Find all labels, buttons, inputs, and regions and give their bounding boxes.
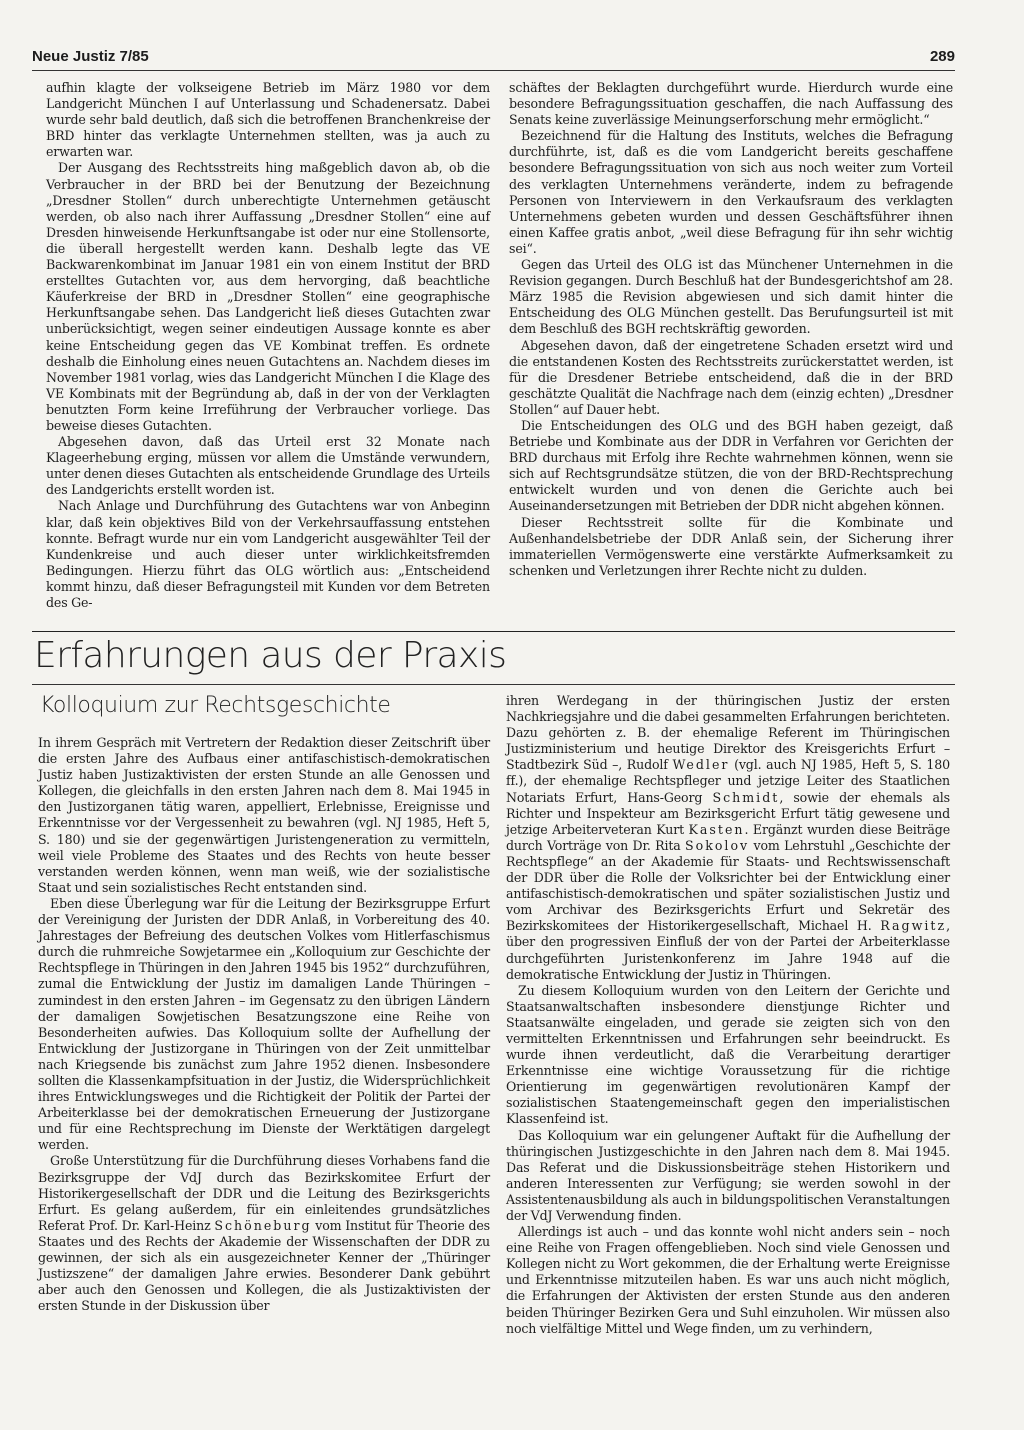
person-name: Ragwitz [880,918,947,934]
paragraph: Der Ausgang des Rechtsstreits hing maßgeblich davon ab, ob die Verbraucher in der BRD bei der Benutzung der Bezeichnung „Dresdner Stollen“ durch unberechtigte Unternehmen getäuscht werden, ob also nach ihrer Auffassung „Dresdner Stollen“ eine auf Dresden hinweisende Herkunftsangabe ist oder nur eine Stollensorte, die überall hergestellt werden kann. Deshalb legte das VE Backwarenkombinat im Januar 1981 ein von einem Institut der BRD erstelltes Gutachten vor, aus dem hervorging, daß beachtliche Käuferkreise der BRD in „Dresdner Stollen“ eine geographische Herkunftsangabe sehen. Das Landgericht ließ dieses Gutachten zwar unberücksichtigt, wegen seiner eindeutigen Aussage konnte es aber keine Entscheidung gegen das VE Kombinat treffen. Es ordnete deshalb die Einholung eines neuen Gutachtens an. Nachdem dieses im November 1981 vorlag, wies das Landgericht München I die Klage des VE Kombinats mit der Begründung ab, daß in der von der Verklagten benutzten Form keine Irreführung der Verbraucher vorliege. Das beweise dieses Gutachten. [46,160,490,433]
paragraph: Das Kolloquium war ein gelungener Auftakt für die Aufhellung der thüringischen Justizgeschichte in den Jahren nach dem 8. Mai 1945. Das Referat und die Diskussionsbeiträge stehen Historikern und anderen Interessenten zur Verfügung; sie werden sowohl in der Assistentenausbildung als auch in bildungspolitischen Veranstaltungen der VdJ Verwendung finden. [506,1127,950,1223]
text-run: , sowie der ehemals als Richter und Inspekteur am Bezirksgericht Erfurt tätig gewesene und jetzige Arbeiterveteran Kurt [506,789,950,837]
running-header [32,46,955,71]
journal-issue: Neue Justiz 7/85 [32,48,149,65]
text-run: Große Unterstützung für die Durchführung dieses Vorhabens fand die Bezirksgruppe der VdJ durch das Bezirkskomitee Erfurt der Historikergesellschaft der DDR und die Leitung des Bezirksgerichts Erfurt. Es gelang außerdem, für ein einleitendes grundsätzliches Referat Prof. Dr. Karl-Heinz [38,1153,490,1233]
paragraph: Allerdings ist auch – und das konnte wohl nicht anders sein – noch eine Reihe von Fragen offengeblieben. Noch sind viele Genossen und Kollegen nicht zu Wort gekommen, die der Erhaltung werte Ereignisse und Erkenntnisse mitzuteilen haben. Es war uns auch nicht möglich, die Erfahrungen der Aktivisten der ersten Stunde aus den anderen beiden Thüringer Bezirken Gera und Suhl einzuholen. Wir müssen also noch vielfältige Mittel und Wege finden, um zu verhindern, [506,1224,950,1336]
column-1-bottom [38,735,490,1314]
paragraph [506,693,950,983]
page-number: 289 [929,48,955,65]
paragraph: Abgesehen davon, daß der eingetretene Schaden ersetzt wird und die entstandenen Kosten des Rechtsstreits zurückerstattet werden, ist für die Dresdener Betriebe entscheidend, daß die in der BRD geschätzte Qualität die Nachfrage nach dem (einzig echten) „Dresdner Stollen“ auf Dauer hebt. [509,337,953,417]
paragraph: schäftes der Beklagten durchgeführt wurde. Hierdurch wurde eine besondere Befragungssituation geschaffen, die nach Auffassung des Senats keine zuverlässige Meinungserforschung mehr ermöglicht.“ [509,80,953,128]
person-name: Schöneburg [214,1217,312,1233]
paragraph: Dieser Rechtsstreit sollte für die Kombinate und Außenhandelsbetriebe der DDR Anlaß sein, der Sicherung ihrer immateriellen Vermögenswerte eine verstärkte Aufmerksamkeit zu schenken und Verletzungen ihrer Rechte nicht zu dulden. [509,514,953,578]
paragraph: Abgesehen davon, daß das Urteil erst 32 Monate nach Klageerhebung erging, müssen vor allem die Umstände verwundern, unter denen dieses Gutachten als entscheidende Grundlage des Urteils des Landgerichts erstellt worden ist. [46,434,490,498]
text-run: , über den progressiven Einfluß der von der Partei der Arbeiterklasse durchgeführten Juristenkonferenz im Jahre 1948 auf die demokratische Entwicklung der Justiz in Thüringen. [506,918,950,982]
text-run: vom Lehrstuhl „Geschichte der Rechtspflege“ an der Akademie für Staats- und Rechtswissenschaft der DDR über die Rolle der Volksrichter bei der Entwicklung einer antifaschistisch-demokratischen und später sozialistischen Justiz und vom Archivar des Bezirksgerichts Erfurt und Sekretär des Bezirkskomitees der Historikergesellschaft, Michael H. [506,837,950,934]
reference: (vgl. auch NJ 1985, Heft 5, S. 180 ff.) [506,757,950,789]
person-name: Schmidt [712,789,780,805]
paragraph: Die Entscheidungen des OLG und des BGH haben gezeigt, daß Betriebe und Kombinate aus der DDR in Verfahren vor Gerichten der BRD durchaus mit Erfolg ihre Rechte wahrnehmen können, wenn sie sich auf Rechtsgrundsätze stützen, die von der BRD-Rechtsprechung entwickelt wurden und von denen die Gerichte auch bei Auseinandersetzungen mit Betrieben der DDR nicht abgehen können. [509,417,953,514]
paragraph [38,1153,490,1314]
column-2-bottom [506,693,950,1337]
paragraph: Gegen das Urteil des OLG ist das Münchener Unternehmen in die Revision gegangen. Durch Beschluß hat der Bundesgerichtshof am 28. März 1985 die Revision abgewiesen und sich damit hinter die Entscheidung des OLG München gestellt. Das Berufungsurteil ist mit dem Beschluß des BGH rechtskräftig geworden. [509,257,953,337]
person-name: Sokolov [685,837,750,853]
paragraph: Bezeichnend für die Haltung des Instituts, welches die Befragung durchführte, ist, daß es die vom Landgericht bereits geschaffene besondere Befragungssituation von sich aus noch weiter zum Vorteil des verklagten Unternehmens veränderte, indem zu befragende Personen von Interviewern in den Verkaufsraum des verklagten Unternehmens gebeten wurden und dessen Geschäftsführer ihnen einen Kaffee gratis anbot, „weil diese Befragung für ihn sehr wichtig sei“. [509,128,953,256]
text-run: . Ergänzt wurden diese Beiträge durch Vorträge von Dr. Rita [506,821,951,853]
text-run: , der ehemalige Rechtspfleger und jetzige Leiter des Staatlichen Notariats Erfurt, Hans-Georg [506,773,950,805]
paragraph: In ihrem Gespräch mit Vertretern der Redaktion dieser Zeitschrift über die ersten Jahre des Aufbaus einer antifaschistisch-demokratischen Justiz haben Justizaktivisten der ersten Stunde an alle Genossen und Kollegen, die gleichfalls in den ersten Jahren nach dem 8. Mai 1945 in den Justizorganen tätig waren, appelliert, Erlebnisse, Ereignisse und Erkenntnisse vor der Vergessenheit zu bewahren (vgl. NJ 1985, Heft 5, S. 180) und sie der gegenwärtigen Juristengeneration zu vermitteln, weil viele Probleme des Staates und des Rechts von heute besser verstanden werden können, wenn man weiß, wie der sozialistische Staat und sein sozialistisches Recht entstanden sind. [38,735,490,895]
section-divider [32,631,955,632]
section-title-underline [32,684,955,685]
person-name: Wedler [672,757,730,773]
column-1-top [46,80,490,611]
text-run: ihren Werdegang in der thüringischen Justiz der ersten Nachkriegsjahre und die dabei gesammelten Erfahrungen berichteten. Dazu gehörten z. B. der ehemalige Referent im Thüringischen Justizministerium und heutige Direktor des Kreisgerichts Erfurt – Stadtbezirk Süd –, Rudolf [506,693,950,773]
section-title: Erfahrungen aus der Praxis [34,635,507,676]
person-name: Kasten [688,821,745,837]
paragraph: Eben diese Überlegung war für die Leitung der Bezirksgruppe Erfurt der Vereinigung der Juristen der DDR Anlaß, in Vorbereitung des 40. Jahrestages der Befreiung des deutschen Volkes vom Hitlerfaschismus durch die ruhmreiche Sowjetarmee ein „Kolloquium zur Geschichte der Rechtspflege in Thüringen in den Jahren 1945 bis 1952“ durchzuführen, zumal die Entwicklung der Justiz im damaligen Lande Thüringen – zumindest in den ersten Jahren – im Gegensatz zu den übrigen Ländern der damaligen Sowjetischen Besatzungszone eine Reihe von Besonderheiten aufwies. Das Kolloquium sollte der Aufhellung der Entwicklung der Justizorgane in Thüringen von der Zeit unmittelbar nach Kriegsende bis zunächst zum Jahre 1952 dienen. Insbesondere sollten die Klassenkampfsituation in der Justiz, die Widersprüchlichkeit ihres Entwicklungsweges und die Richtigkeit der Politik der Partei der Arbeiterklasse bei der demokratischen Erneuerung der Justizorgane und für eine Rechtsprechung im Dienste der Werktätigen dargelegt werden. [38,895,490,1153]
text-run: vom Institut für Theorie des Staates und des Rechts der Akademie der Wissenschaften der DDR zu gewinnen, der sich als ein ausgezeichneter Kenner der „Thüringer Justizszene“ der damaligen Jahre erwies. Besonderer Dank gebührt aber auch den Genossen und Kollegen, die als Justizaktivisten der ersten Stunde in der Diskussion über [38,1217,490,1314]
paragraph: Nach Anlage und Durchführung des Gutachtens war von Anbeginn klar, daß kein objektives Bild von der Verkehrsauffassung entstehen konnte. Befragt wurde nur ein vom Landgericht ausgewählter Teil der Kundenkreise und auch dieser unter wirklichkeitsfremden Bedingungen. Hierzu führt das OLG wörtlich aus: „Entscheidend kommt hinzu, daß dieser Befragungsteil mit Kunden vor dem Betreten des Ge- [46,498,490,610]
paragraph: Zu diesem Kolloquium wurden von den Leitern der Gerichte und Staatsanwaltschaften insbesondere dienstjunge Richter und Staatsanwälte eingeladen, und gerade sie zeigten sich von den vermittelten Erkenntnissen und Erfahrungen sehr beeindruckt. Es wurde ihnen verdeutlicht, daß die Verarbeitung derartiger Erkenntnisse eine wichtige Voraussetzung für die richtige Orientierung im gegenwärtigen revolutionären Kampf der sozialistischen Staatengemeinschaft gegen den imperialistischen Klassenfeind ist. [506,982,950,1127]
paragraph: aufhin klagte der volkseigene Betrieb im März 1980 vor dem Landgericht München I auf Unterlassung und Schadenersatz. Dabei wurde sehr bald deutlich, daß sich die betroffenen Branchenkreise der BRD hinter das verklagte Unternehmen stellten, was ja auch zu erwarten war. [46,80,490,160]
column-2-top [509,80,953,579]
article-title: Kolloquium zur Rechtsgeschichte [40,693,391,718]
